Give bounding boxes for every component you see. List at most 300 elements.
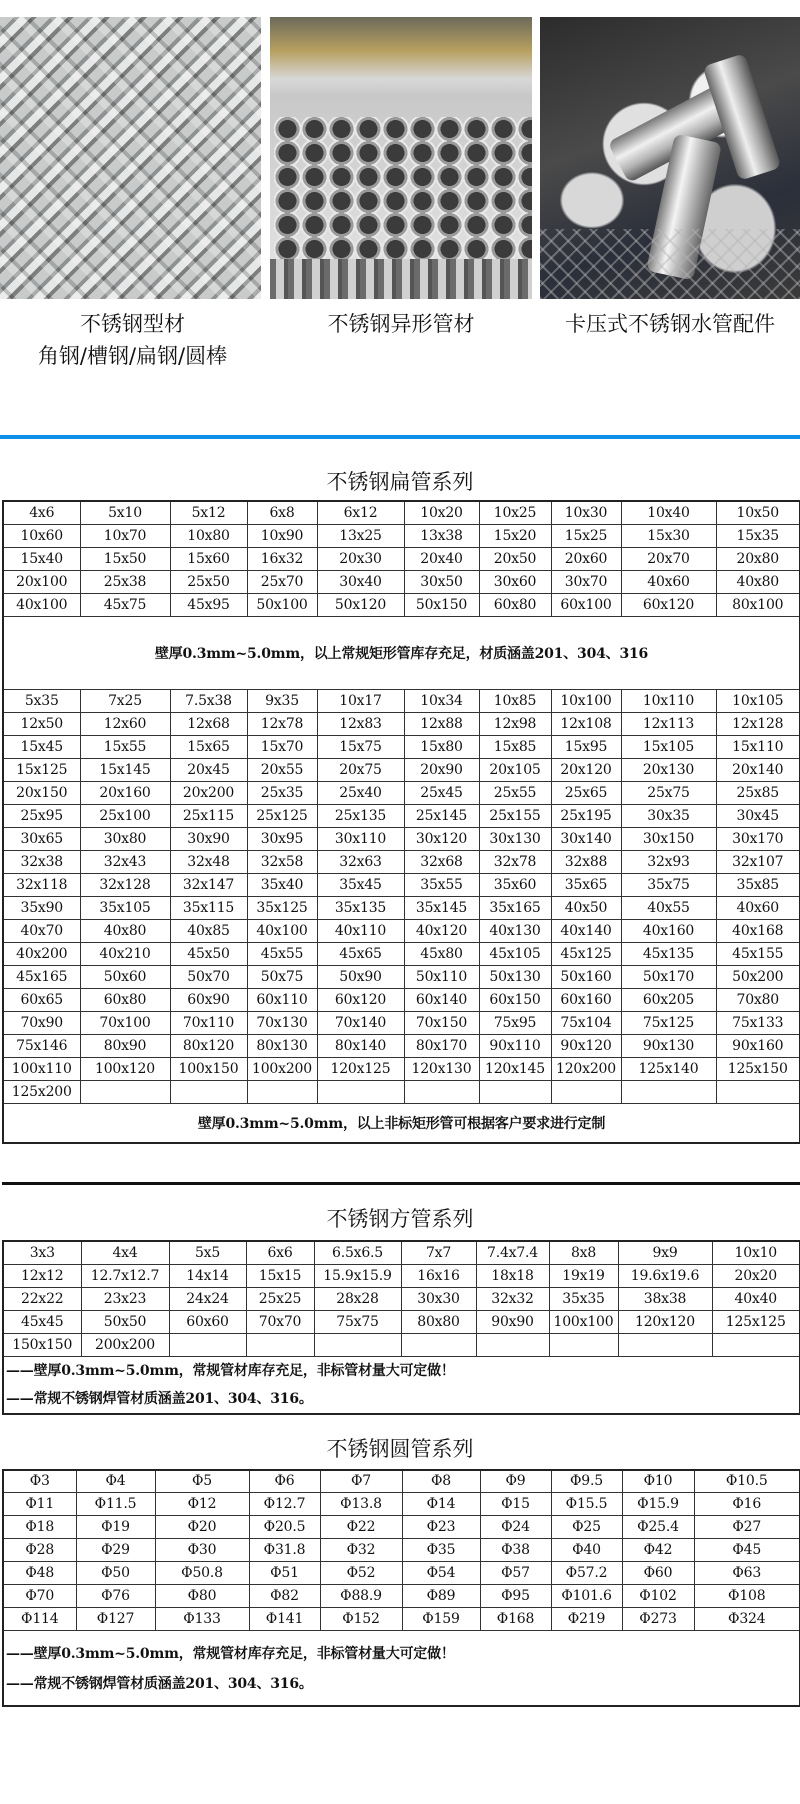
size-cell: 60x100 xyxy=(551,593,621,616)
size-cell: 40x70 xyxy=(3,919,80,942)
size-cell: 15x80 xyxy=(404,735,479,758)
size-cell: 20x160 xyxy=(80,781,170,804)
size-cell: 45x155 xyxy=(716,942,800,965)
round-tube-section-title: 不锈钢圆管系列 xyxy=(326,1436,474,1461)
size-cell: 25x75 xyxy=(621,781,716,804)
size-cell: 45x135 xyxy=(621,942,716,965)
size-cell xyxy=(476,1333,549,1356)
size-cell xyxy=(618,1333,712,1356)
bottom-spacer xyxy=(0,1707,800,1717)
size-cell: Φ7 xyxy=(320,1470,402,1493)
size-cell: 5x5 xyxy=(169,1241,246,1264)
size-cell: Φ159 xyxy=(402,1608,480,1631)
size-cell: 32x43 xyxy=(80,850,170,873)
size-cell: 12x113 xyxy=(621,712,716,735)
size-cell: Φ4 xyxy=(76,1470,155,1493)
size-cell: 15x30 xyxy=(621,524,716,547)
size-cell: 20x60 xyxy=(551,547,621,570)
size-cell: 30x30 xyxy=(401,1287,476,1310)
size-cell: 25x40 xyxy=(317,781,404,804)
size-cell: 25x35 xyxy=(247,781,317,804)
size-cell: Φ8 xyxy=(402,1470,480,1493)
size-cell: 50x200 xyxy=(716,965,800,988)
flat-tube-standard-note-row xyxy=(3,616,800,689)
size-cell: Φ127 xyxy=(76,1608,155,1631)
size-cell: Φ89 xyxy=(402,1585,480,1608)
size-cell: 45x105 xyxy=(479,942,551,965)
size-cell: 20x105 xyxy=(479,758,551,781)
size-cell: Φ101.6 xyxy=(551,1585,622,1608)
size-cell: 50x170 xyxy=(621,965,716,988)
table-row xyxy=(3,1608,800,1631)
size-cell: 80x170 xyxy=(404,1034,479,1057)
size-cell: 15.9x15.9 xyxy=(314,1264,401,1287)
size-cell: 40x85 xyxy=(170,919,247,942)
size-cell: Φ40 xyxy=(551,1539,622,1562)
size-cell: 50x130 xyxy=(479,965,551,988)
size-cell: Φ52 xyxy=(320,1562,402,1585)
size-cell: 25x115 xyxy=(170,804,247,827)
size-cell: Φ54 xyxy=(402,1562,480,1585)
size-cell xyxy=(170,1080,247,1103)
caption-line: 不锈钢异形管材 xyxy=(327,312,475,336)
size-cell: Φ9 xyxy=(480,1470,551,1493)
size-cell: 6.5x6.5 xyxy=(314,1241,401,1264)
size-cell: 5x12 xyxy=(170,501,247,524)
round-tube-notes xyxy=(3,1631,800,1707)
table-row xyxy=(3,570,800,593)
size-cell: 10x40 xyxy=(621,501,716,524)
size-cell: 9x35 xyxy=(247,689,317,712)
size-cell: Φ38 xyxy=(480,1539,551,1562)
size-cell: Φ15.9 xyxy=(622,1493,694,1516)
table-row xyxy=(3,965,800,988)
size-cell: 70x150 xyxy=(404,1011,479,1034)
size-cell: 75x133 xyxy=(716,1011,800,1034)
size-cell: 60x120 xyxy=(317,988,404,1011)
size-cell: 32x63 xyxy=(317,850,404,873)
size-cell: 35x35 xyxy=(549,1287,618,1310)
size-cell: 45x125 xyxy=(551,942,621,965)
size-cell: Φ51 xyxy=(249,1562,320,1585)
size-cell: 100x150 xyxy=(170,1057,247,1080)
size-cell: Φ82 xyxy=(249,1585,320,1608)
size-cell: 25x55 xyxy=(479,781,551,804)
size-cell: 20x55 xyxy=(247,758,317,781)
size-cell: 15x60 xyxy=(170,547,247,570)
size-cell: 35x105 xyxy=(80,896,170,919)
size-cell: 45x65 xyxy=(317,942,404,965)
size-cell: 50x60 xyxy=(80,965,170,988)
size-cell: 9x9 xyxy=(618,1241,712,1264)
size-cell: 28x28 xyxy=(314,1287,401,1310)
table-row xyxy=(3,689,800,712)
size-cell: 40x60 xyxy=(621,570,716,593)
size-cell: 12x68 xyxy=(170,712,247,735)
size-cell: Φ22 xyxy=(320,1516,402,1539)
square-tube-note-stock: ——壁厚0.3mm~5.0mm，常规管材库存充足，非标管材量大可定做！ xyxy=(6,1362,455,1379)
size-cell xyxy=(317,1080,404,1103)
size-cell: 45x80 xyxy=(404,942,479,965)
size-cell: 30x65 xyxy=(3,827,80,850)
size-cell: 20x100 xyxy=(3,570,80,593)
square-tube-sizes xyxy=(3,1241,800,1356)
size-cell: 15x95 xyxy=(551,735,621,758)
basket-mesh-pattern xyxy=(540,229,800,299)
size-cell: 30x45 xyxy=(716,804,800,827)
size-cell: 19.6x19.6 xyxy=(618,1264,712,1287)
size-cell: 60x140 xyxy=(404,988,479,1011)
square-tube-section-title: 不锈钢方管系列 xyxy=(326,1207,474,1231)
size-cell: 20x50 xyxy=(479,547,551,570)
size-cell: 30x120 xyxy=(404,827,479,850)
size-cell: Φ114 xyxy=(3,1608,76,1631)
size-cell: 7.4x7.4 xyxy=(476,1241,549,1264)
size-cell: Φ31.8 xyxy=(249,1539,320,1562)
size-cell: 20x45 xyxy=(170,758,247,781)
size-cell: 6x8 xyxy=(247,501,317,524)
size-cell: Φ25 xyxy=(551,1516,622,1539)
table-row xyxy=(3,1011,800,1034)
table-row xyxy=(3,873,800,896)
size-cell: 10x20 xyxy=(404,501,479,524)
size-cell xyxy=(479,1080,551,1103)
round-tube-note-material: ——常规不锈钢焊管材质涵盖201、304、316。 xyxy=(6,1676,313,1692)
size-cell: 35x60 xyxy=(479,873,551,896)
table-row xyxy=(3,1287,800,1310)
size-cell: Φ70 xyxy=(3,1585,76,1608)
size-cell: 70x130 xyxy=(247,1011,317,1034)
size-cell: 60x150 xyxy=(479,988,551,1011)
size-cell: 10x80 xyxy=(170,524,247,547)
size-cell: 35x165 xyxy=(479,896,551,919)
size-cell: 40x110 xyxy=(317,919,404,942)
size-cell: 18x18 xyxy=(476,1264,549,1287)
size-cell: 6x12 xyxy=(317,501,404,524)
size-cell: 20x75 xyxy=(317,758,404,781)
size-cell: 32x88 xyxy=(551,850,621,873)
size-cell: 40x168 xyxy=(716,919,800,942)
size-cell: 40x200 xyxy=(3,942,80,965)
size-cell xyxy=(621,1080,716,1103)
size-cell: 10x70 xyxy=(80,524,170,547)
size-cell: 40x140 xyxy=(551,919,621,942)
size-cell: 40x60 xyxy=(716,896,800,919)
size-cell: 15x145 xyxy=(80,758,170,781)
size-cell: 32x32 xyxy=(476,1287,549,1310)
flat-tube-standard-note: 壁厚0.3mm~5.0mm，以上常规矩形管库存充足，材质涵盖201、304、316 xyxy=(3,616,800,689)
table-row xyxy=(3,1057,800,1080)
size-cell: Φ3 xyxy=(3,1470,76,1493)
size-cell: 90x90 xyxy=(476,1310,549,1333)
size-cell: 10x90 xyxy=(247,524,317,547)
size-cell: Φ50.8 xyxy=(155,1562,249,1585)
size-cell: 30x140 xyxy=(551,827,621,850)
table-row xyxy=(3,1333,800,1356)
size-cell: 40x80 xyxy=(80,919,170,942)
size-cell: 25x195 xyxy=(551,804,621,827)
size-cell: 10x34 xyxy=(404,689,479,712)
size-cell: 35x65 xyxy=(551,873,621,896)
size-cell: Φ28 xyxy=(3,1539,76,1562)
size-cell: 60x60 xyxy=(169,1310,246,1333)
table-row xyxy=(3,896,800,919)
size-cell xyxy=(80,1080,170,1103)
size-cell: 15x20 xyxy=(479,524,551,547)
size-cell: 25x45 xyxy=(404,781,479,804)
size-cell: 100x100 xyxy=(549,1310,618,1333)
size-cell: 20x90 xyxy=(404,758,479,781)
size-cell: 15x55 xyxy=(80,735,170,758)
size-cell: 12x98 xyxy=(479,712,551,735)
size-cell: 50x50 xyxy=(81,1310,169,1333)
square-tube-notes xyxy=(3,1356,800,1414)
size-cell: 25x65 xyxy=(551,781,621,804)
table-row xyxy=(3,712,800,735)
size-cell: Φ30 xyxy=(155,1539,249,1562)
size-cell: 30x110 xyxy=(317,827,404,850)
size-cell: 30x40 xyxy=(317,570,404,593)
size-cell: 32x58 xyxy=(247,850,317,873)
size-cell: 13x38 xyxy=(404,524,479,547)
size-cell: Φ48 xyxy=(3,1562,76,1585)
flat-tube-custom-note: 壁厚0.3mm~5.0mm，以上非标矩形管可根据客户要求进行定制 xyxy=(3,1103,800,1143)
table-row xyxy=(3,850,800,873)
size-cell: 32x118 xyxy=(3,873,80,896)
size-cell: 45x55 xyxy=(247,942,317,965)
size-cell: 23x23 xyxy=(81,1287,169,1310)
size-cell: 14x14 xyxy=(169,1264,246,1287)
size-cell: 12x60 xyxy=(80,712,170,735)
size-cell: 12x50 xyxy=(3,712,80,735)
size-cell: 75x104 xyxy=(551,1011,621,1034)
size-cell: 20x30 xyxy=(317,547,404,570)
press-fittings-photo xyxy=(540,17,800,299)
table-row xyxy=(3,1493,800,1516)
size-cell: 10x60 xyxy=(3,524,80,547)
size-cell: 25x145 xyxy=(404,804,479,827)
size-cell: 10x10 xyxy=(712,1241,800,1264)
size-cell: 60x90 xyxy=(170,988,247,1011)
size-cell: 30x50 xyxy=(404,570,479,593)
size-cell: 200x200 xyxy=(81,1333,169,1356)
size-cell: 35x40 xyxy=(247,873,317,896)
tube-floor-pattern xyxy=(270,259,532,299)
size-cell: Φ12.7 xyxy=(249,1493,320,1516)
size-cell: Φ13.8 xyxy=(320,1493,402,1516)
size-cell: 45x45 xyxy=(3,1310,81,1333)
flat-tube-standard-sizes xyxy=(3,501,800,616)
size-cell: 15x25 xyxy=(551,524,621,547)
size-cell: 32x38 xyxy=(3,850,80,873)
size-cell: 120x130 xyxy=(404,1057,479,1080)
size-cell: 6x6 xyxy=(246,1241,314,1264)
size-cell: Φ273 xyxy=(622,1608,694,1631)
size-cell: 12x78 xyxy=(247,712,317,735)
size-cell: Φ29 xyxy=(76,1539,155,1562)
size-cell: 50x75 xyxy=(247,965,317,988)
size-cell: 40x55 xyxy=(621,896,716,919)
size-cell: 20x200 xyxy=(170,781,247,804)
size-cell: Φ95 xyxy=(480,1585,551,1608)
size-cell xyxy=(712,1333,800,1356)
size-cell: Φ10 xyxy=(622,1470,694,1493)
size-cell: 100x200 xyxy=(247,1057,317,1080)
photo-caption-special-tubes xyxy=(270,308,532,340)
size-cell: 40x80 xyxy=(716,570,800,593)
table-row xyxy=(3,1562,800,1585)
size-cell: 32x68 xyxy=(404,850,479,873)
size-cell: 60x205 xyxy=(621,988,716,1011)
size-cell: 5x35 xyxy=(3,689,80,712)
size-cell: 125x125 xyxy=(712,1310,800,1333)
size-cell: 40x50 xyxy=(551,896,621,919)
table-row xyxy=(3,1470,800,1493)
size-cell: 19x19 xyxy=(549,1264,618,1287)
product-photo-strip xyxy=(0,0,800,440)
size-cell: Φ16 xyxy=(694,1493,800,1516)
size-cell: 100x120 xyxy=(80,1057,170,1080)
size-cell: Φ12 xyxy=(155,1493,249,1516)
table-row xyxy=(3,827,800,850)
table-row xyxy=(3,988,800,1011)
size-cell: Φ57 xyxy=(480,1562,551,1585)
size-cell: 90x160 xyxy=(716,1034,800,1057)
table-row xyxy=(3,1264,800,1287)
caption-line: 角钢/槽钢/扁钢/圆棒 xyxy=(37,344,228,368)
size-cell: Φ15.5 xyxy=(551,1493,622,1516)
size-cell: 100x110 xyxy=(3,1057,80,1080)
size-cell: Φ14 xyxy=(402,1493,480,1516)
round-tube-size-table xyxy=(2,1469,800,1708)
table-row xyxy=(3,1034,800,1057)
size-cell xyxy=(247,1080,317,1103)
size-cell: 40x210 xyxy=(80,942,170,965)
size-cell: 70x90 xyxy=(3,1011,80,1034)
size-cell xyxy=(169,1333,246,1356)
size-cell: 80x100 xyxy=(716,593,800,616)
table-row xyxy=(3,593,800,616)
size-cell: 80x120 xyxy=(170,1034,247,1057)
size-cell: 32x128 xyxy=(80,873,170,896)
table-row xyxy=(3,501,800,524)
size-cell: 20x40 xyxy=(404,547,479,570)
size-cell: Φ23 xyxy=(402,1516,480,1539)
size-cell: 12x128 xyxy=(716,712,800,735)
size-cell: 60x160 xyxy=(551,988,621,1011)
size-cell: 15x15 xyxy=(246,1264,314,1287)
size-cell: Φ60 xyxy=(622,1562,694,1585)
size-cell: 7x7 xyxy=(401,1241,476,1264)
size-cell: 50x110 xyxy=(404,965,479,988)
size-cell: 60x65 xyxy=(3,988,80,1011)
size-cell xyxy=(404,1080,479,1103)
size-cell: 35x125 xyxy=(247,896,317,919)
size-cell xyxy=(549,1333,618,1356)
size-cell: 30x35 xyxy=(621,804,716,827)
size-cell: Φ24 xyxy=(480,1516,551,1539)
table-row xyxy=(3,942,800,965)
size-cell: 15x40 xyxy=(3,547,80,570)
size-cell: 150x150 xyxy=(3,1333,81,1356)
size-cell: 70x100 xyxy=(80,1011,170,1034)
size-cell: Φ32 xyxy=(320,1539,402,1562)
size-cell: 50x160 xyxy=(551,965,621,988)
size-cell: 32x93 xyxy=(621,850,716,873)
photo-caption-profiles xyxy=(0,308,265,372)
table-row xyxy=(3,804,800,827)
round-tube-notes-row xyxy=(3,1631,800,1707)
size-cell: Φ6 xyxy=(249,1470,320,1493)
size-cell: 35x55 xyxy=(404,873,479,896)
size-cell: 20x150 xyxy=(3,781,80,804)
size-cell: 120x145 xyxy=(479,1057,551,1080)
size-cell: Φ80 xyxy=(155,1585,249,1608)
flat-tube-custom-sizes xyxy=(3,689,800,1103)
size-cell: 15x125 xyxy=(3,758,80,781)
size-cell: 120x200 xyxy=(551,1057,621,1080)
size-cell: 15x105 xyxy=(621,735,716,758)
size-cell: 45x95 xyxy=(170,593,247,616)
size-cell: 10x110 xyxy=(621,689,716,712)
size-cell: 70x110 xyxy=(170,1011,247,1034)
size-cell: 45x50 xyxy=(170,942,247,965)
table-row xyxy=(3,758,800,781)
size-cell: 20x130 xyxy=(621,758,716,781)
size-cell: 90x110 xyxy=(479,1034,551,1057)
size-cell: 70x70 xyxy=(246,1310,314,1333)
size-cell: 30x60 xyxy=(479,570,551,593)
size-cell: 25x135 xyxy=(317,804,404,827)
size-cell: 50x120 xyxy=(317,593,404,616)
size-cell: 25x155 xyxy=(479,804,551,827)
size-cell: 8x8 xyxy=(549,1241,618,1264)
size-cell: 16x16 xyxy=(401,1264,476,1287)
size-cell: Φ152 xyxy=(320,1608,402,1631)
caption-line: 不锈钢型材 xyxy=(80,312,185,336)
size-cell: 4x6 xyxy=(3,501,80,524)
size-cell: 32x48 xyxy=(170,850,247,873)
size-cell: 32x147 xyxy=(170,873,247,896)
size-cell: Φ141 xyxy=(249,1608,320,1631)
size-cell: Φ35 xyxy=(402,1539,480,1562)
size-cell: 35x145 xyxy=(404,896,479,919)
size-cell: 80x80 xyxy=(401,1310,476,1333)
size-cell: 50x150 xyxy=(404,593,479,616)
size-cell: 25x50 xyxy=(170,570,247,593)
size-cell: 80x90 xyxy=(80,1034,170,1057)
size-cell: Φ18 xyxy=(3,1516,76,1539)
size-cell: Φ324 xyxy=(694,1608,800,1631)
size-cell: Φ57.2 xyxy=(551,1562,622,1585)
size-cell: 20x120 xyxy=(551,758,621,781)
size-cell: 10x50 xyxy=(716,501,800,524)
size-cell: Φ45 xyxy=(694,1539,800,1562)
size-cell: 50x70 xyxy=(170,965,247,988)
size-cell: 30x95 xyxy=(247,827,317,850)
photo-caption-press-fittings xyxy=(540,308,800,340)
size-cell: 40x40 xyxy=(712,1287,800,1310)
size-cell: 12x108 xyxy=(551,712,621,735)
table-row xyxy=(3,1585,800,1608)
size-cell: 60x80 xyxy=(479,593,551,616)
size-cell: Φ19 xyxy=(76,1516,155,1539)
round-tube-notes-block xyxy=(6,1631,799,1705)
size-cell: 30x90 xyxy=(170,827,247,850)
size-cell: Φ168 xyxy=(480,1608,551,1631)
size-cell: 30x130 xyxy=(479,827,551,850)
size-cell: 120x125 xyxy=(317,1057,404,1080)
